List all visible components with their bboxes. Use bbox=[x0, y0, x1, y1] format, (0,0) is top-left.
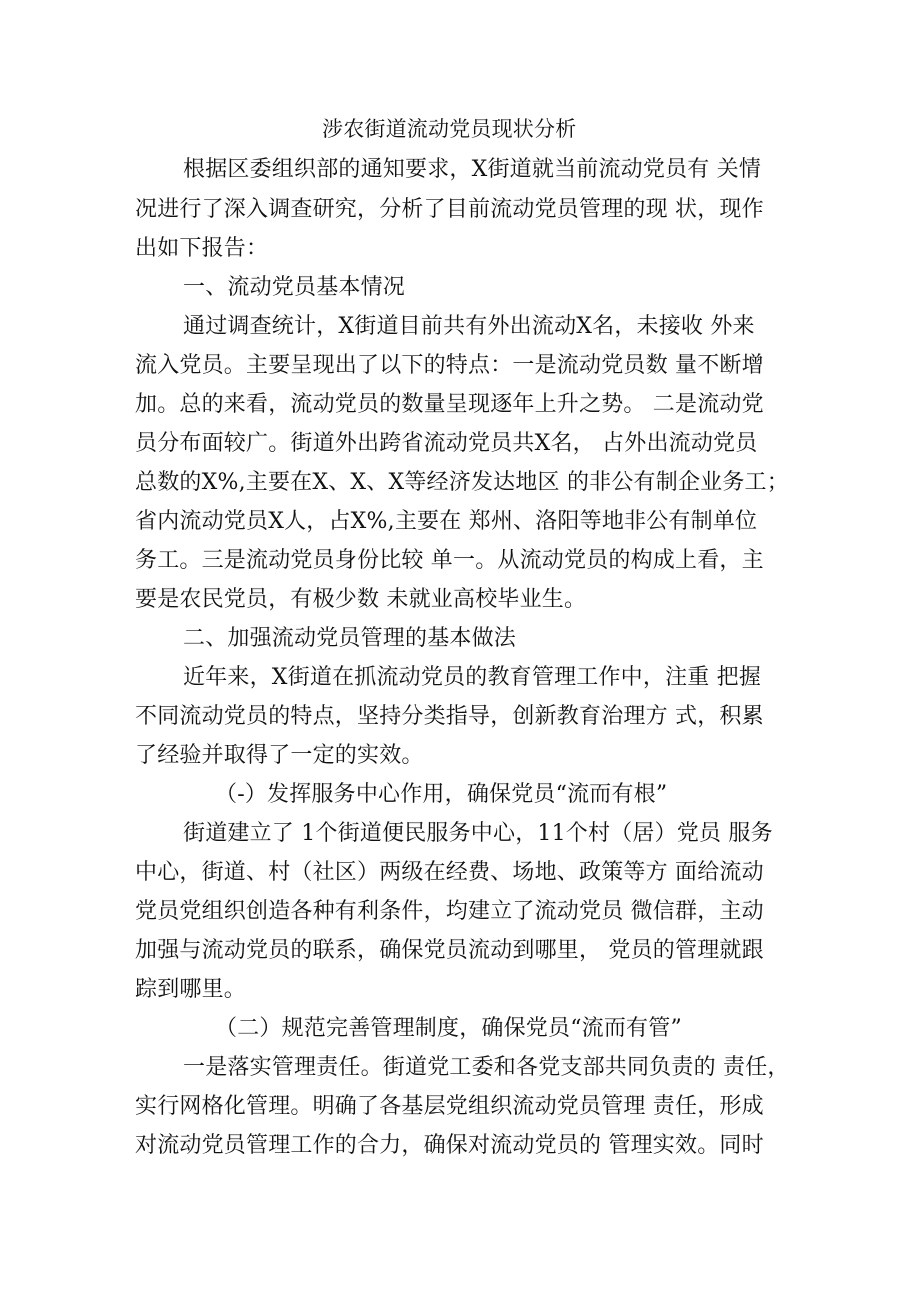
body-line: 况进行了深入调查研究，分析了目前流动党员管理的现 状，现作 bbox=[135, 197, 764, 222]
body-line: 对流动党员管理工作的合力，确保对流动党员的 管理实效。同时 bbox=[135, 1133, 764, 1158]
body-line: 根据区委组织部的通知要求，X街道就当前流动党员有 关情 bbox=[183, 157, 762, 182]
body-line: 实行网格化管理。明确了各基层党组织流动党员管理 责任，形成 bbox=[135, 1094, 764, 1119]
document-title: 涉农街道流动党员现状分析 bbox=[322, 117, 577, 141]
section-heading: 一、流动党员基本情况 bbox=[183, 275, 406, 300]
body-line: 要是农民党员，有极少数 未就业高校毕业生。 bbox=[135, 587, 587, 612]
body-line: 一是落实管理责任。街道党工委和各党支部共同负责的 责任， bbox=[183, 1055, 790, 1080]
subsection-heading: （-）发挥服务中心作用，确保党员“流而有根” bbox=[215, 782, 668, 807]
body-line: 出如下报告： bbox=[135, 236, 269, 261]
section-heading: 二、加强流动党员管理的基本做法 bbox=[183, 626, 517, 651]
body-line: 不同流动党员的特点，坚持分类指导，创新教育治理方 式，积累 bbox=[135, 704, 764, 729]
body-line: 了经验并取得了一定的实效。 bbox=[135, 743, 424, 768]
body-line: 加强与流动党员的联系，确保党员流动到哪里， 党员的管理就跟 bbox=[135, 938, 764, 963]
body-line: 近年来，X街道在抓流动党员的教育管理工作中，注重 把握 bbox=[183, 665, 762, 690]
body-line: 务工。三是流动党员身份比较 单一。从流动党员的构成上看，主 bbox=[135, 548, 764, 573]
body-line: 通过调查统计，X街道目前共有外出流动X名，未接收 外来 bbox=[183, 314, 755, 339]
body-line: 加。总的来看，流动党员的数量呈现逐年上升之势。 二是流动党 bbox=[135, 392, 764, 417]
body-line: 街道建立了 1个街道便民服务中心，11个村（居）党员 服务 bbox=[183, 821, 773, 846]
body-line: 中心，街道、村（社区）两级在经费、场地、政策等方 面给流动 bbox=[135, 860, 764, 885]
body-line: 党员党组织创造各种有利条件，均建立了流动党员 微信群，主动 bbox=[135, 899, 764, 924]
body-line: 员分布面较广。街道外出跨省流动党员共X名， 占外出流动党员 bbox=[135, 431, 758, 456]
body-line: 总数的X%,主要在X、X、X等经济发达地区 的非公有制企业务工； bbox=[135, 470, 789, 495]
body-line: 省内流动党员X人，占X%,主要在 郑州、洛阳等地非公有制单位 bbox=[135, 509, 758, 534]
subsection-heading: （二）规范完善管理制度，确保党员“流而有管” bbox=[215, 1016, 682, 1041]
body-line: 流入党员。主要呈现出了以下的特点：一是流动党员数 量不断增 bbox=[135, 353, 764, 378]
body-line: 踪到哪里。 bbox=[135, 977, 247, 1002]
